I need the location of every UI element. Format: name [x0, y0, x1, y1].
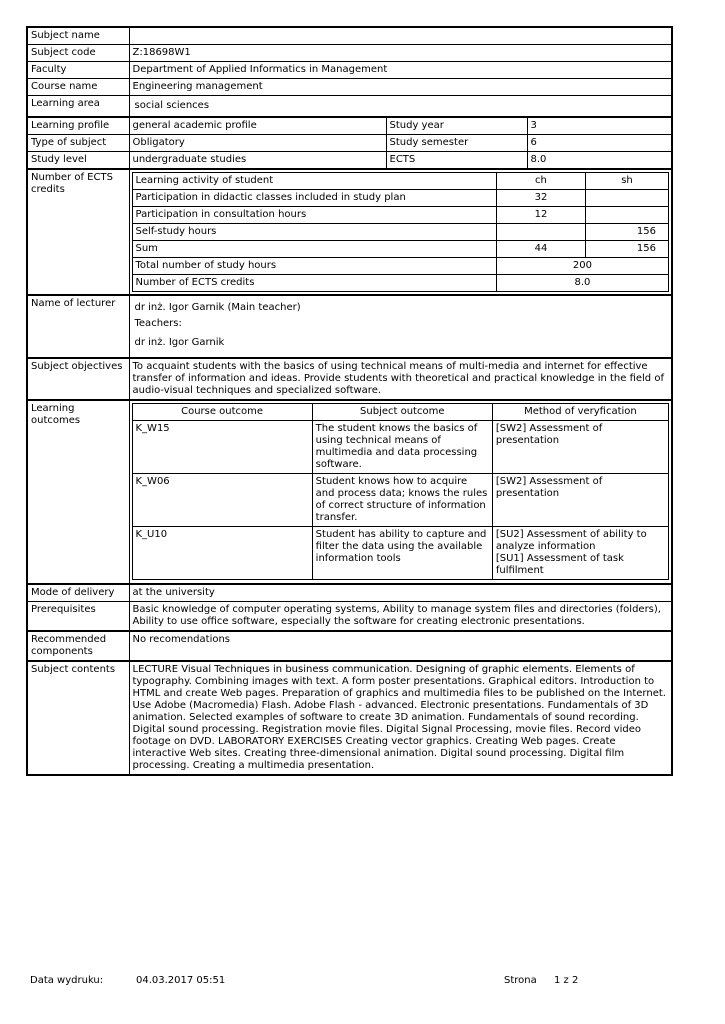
ects-header-row	[132, 173, 669, 190]
ects-ch	[496, 224, 585, 241]
learning-profile-value: general academic profile	[129, 117, 386, 135]
lecturer-label: Name of lecturer	[27, 295, 129, 358]
faculty-label: Faculty	[27, 62, 129, 79]
ects-ch: 12	[496, 207, 585, 224]
ects-activity: Participation in didactic classes included in study plan	[132, 190, 496, 207]
study-level-label: Study level	[27, 152, 129, 170]
objectives-text: To acquaint students with the basics of using technical means of multi-media and internet for effective transfer of information and ideas. Provide students with theoretical and practical knowledge in the field of audio-visual techniques and specialized software.	[129, 358, 672, 400]
ects-ch: 44	[496, 241, 585, 258]
teacher-name: dr inż. Igor Garnik	[134, 337, 225, 348]
course-name-value: Engineering management	[129, 79, 672, 96]
row-mode-of-delivery	[27, 584, 672, 602]
outcomes-table	[132, 403, 670, 580]
study-semester-label: Study semester	[386, 135, 527, 152]
outcome-method-cell	[492, 527, 668, 580]
ects-value: 8.0	[527, 152, 672, 170]
outcome-method-2: [SU1] Assessment of task fulfilment	[495, 553, 624, 576]
type-of-subject-value: Obligatory	[129, 135, 386, 152]
outcome-row	[132, 421, 669, 474]
ects-credits-row	[132, 275, 669, 292]
ects-total-label: Total number of study hours	[132, 258, 496, 275]
row-recommended	[27, 631, 672, 661]
row-learning-outcomes	[27, 400, 672, 584]
learning-profile-label: Learning profile	[27, 117, 129, 135]
ects-credits-row-value: 8.0	[496, 275, 668, 292]
outcome-row	[132, 527, 669, 580]
prerequisites-label: Prerequisites	[27, 602, 129, 632]
study-semester-value: 6	[527, 135, 672, 152]
ects-ch: 32	[496, 190, 585, 207]
row-learning-area	[27, 96, 672, 118]
learning-area-label: Learning area	[27, 96, 129, 118]
outcome-subject: Student knows how to acquire and process data; knows the rules of correct structure of information transfer.	[312, 474, 492, 527]
outcome-subject: Student has ability to capture and filter the data using the available information tools	[312, 527, 492, 580]
ects-header-sh: sh	[585, 173, 668, 190]
ects-table-cell	[129, 169, 672, 295]
ects-label: ECTS	[386, 152, 527, 170]
lecturer-cell	[129, 295, 672, 358]
row-prerequisites	[27, 602, 672, 632]
type-of-subject-label: Type of subject	[27, 135, 129, 152]
prerequisites-text: Basic knowledge of computer operating systems, Ability to manage system files and directories (folders), Ability to use office software, especially the software for creating electronic presentations.	[129, 602, 672, 632]
main-teacher: dr inż. Igor Garnik (Main teacher)	[134, 302, 301, 313]
ects-total-row	[132, 258, 669, 275]
print-date-value: 04.03.2017 05:51	[136, 975, 226, 986]
outcome-method: [SW2] Assessment of presentation	[492, 474, 668, 527]
mode-of-delivery-value: at the university	[129, 584, 672, 602]
row-learning-profile	[27, 117, 672, 135]
outcome-course: K_W15	[132, 421, 312, 474]
print-date-label: Data wydruku:	[30, 975, 104, 986]
ects-sh: 156	[585, 241, 668, 258]
page-label: Strona	[504, 975, 537, 986]
outcomes-header-method: Method of veryfication	[492, 404, 668, 421]
ects-activity: Sum	[132, 241, 496, 258]
outcomes-header-subject: Subject outcome	[312, 404, 492, 421]
outcome-row	[132, 474, 669, 527]
ects-sh	[585, 190, 668, 207]
ects-credits-label: Number of ECTS credits	[27, 169, 129, 295]
study-year-label: Study year	[386, 117, 527, 135]
outcomes-header-row	[132, 404, 669, 421]
outcome-course: K_W06	[132, 474, 312, 527]
objectives-label: Subject objectives	[27, 358, 129, 400]
mode-of-delivery-label: Mode of delivery	[27, 584, 129, 602]
row-objectives	[27, 358, 672, 400]
row-subject-code	[27, 45, 672, 62]
ects-activity: Participation in consultation hours	[132, 207, 496, 224]
outcome-course: K_U10	[132, 527, 312, 580]
row-subject-contents	[27, 661, 672, 775]
outcome-method: [SW2] Assessment of presentation	[492, 421, 668, 474]
study-level-value: undergraduate studies	[129, 152, 386, 170]
ects-activity: Self-study hours	[132, 224, 496, 241]
ects-sh: 156	[585, 224, 668, 241]
row-ects-credits	[27, 169, 672, 295]
study-year-value: 3	[527, 117, 672, 135]
row-type-of-subject	[27, 135, 672, 152]
outcome-method: [SU2] Assessment of ability to analyze information	[495, 529, 647, 552]
ects-row	[132, 190, 669, 207]
outcome-subject: The student knows the basics of using technical means of multimedia and data processing software.	[312, 421, 492, 474]
page-number: 1 z 2	[554, 975, 579, 986]
ects-row	[132, 241, 669, 258]
contents-text: LECTURE Visual Techniques in business communication. Designing of graphic elements. Elements of typography. Combining images with text. A form poster presentations. Graphical editors. Introduction to HTML and create Web pages. Preparation of graphics and multimedia files to be published on the Internet. Use Adobe (Macromedia) Flash. Adobe Flash - advanced. Electronic presentations. Fundamentals of 3D animation. Selected examples of software to create 3D animation. Fundamentals of sound recording. Digital sound processing. Registration movie files. Digital Signal Processing, movie files. Record video footage on DVD. LABORATORY EXERCISES Creating vector graphics. Creating Web pages. Create interactive Web sites. Creating three-dimensional animation. Digital sound processing. Digital film processing. Creating a multimedia presentation.	[129, 661, 672, 775]
outcomes-header-course: Course outcome	[132, 404, 312, 421]
subject-name-value	[129, 27, 672, 45]
ects-sh	[585, 207, 668, 224]
faculty-value: Department of Applied Informatics in Management	[129, 62, 672, 79]
subject-name-label: Subject name	[27, 27, 129, 45]
ects-total-value: 200	[496, 258, 668, 275]
recommended-label: Recommended components	[27, 631, 129, 661]
learning-area-value: social sciences	[129, 96, 672, 118]
ects-table	[132, 172, 670, 292]
row-course-name	[27, 79, 672, 96]
recommended-text: No recomendations	[129, 631, 672, 661]
syllabus-sheet	[26, 26, 671, 776]
teachers-label: Teachers:	[134, 318, 182, 329]
contents-label: Subject contents	[27, 661, 129, 775]
row-study-level	[27, 152, 672, 170]
outcomes-cell	[129, 400, 672, 584]
subject-code-label: Subject code	[27, 45, 129, 62]
row-faculty	[27, 62, 672, 79]
row-subject-name	[27, 27, 672, 45]
syllabus-table	[26, 26, 673, 776]
ects-row	[132, 207, 669, 224]
course-name-label: Course name	[27, 79, 129, 96]
subject-code-value: Z:18698W1	[129, 45, 672, 62]
ects-row	[132, 224, 669, 241]
ects-credits-row-label: Number of ECTS credits	[132, 275, 496, 292]
ects-header-ch: ch	[496, 173, 585, 190]
outcomes-label: Learning outcomes	[27, 400, 129, 584]
ects-header-activity: Learning activity of student	[132, 173, 496, 190]
row-lecturer	[27, 295, 672, 358]
